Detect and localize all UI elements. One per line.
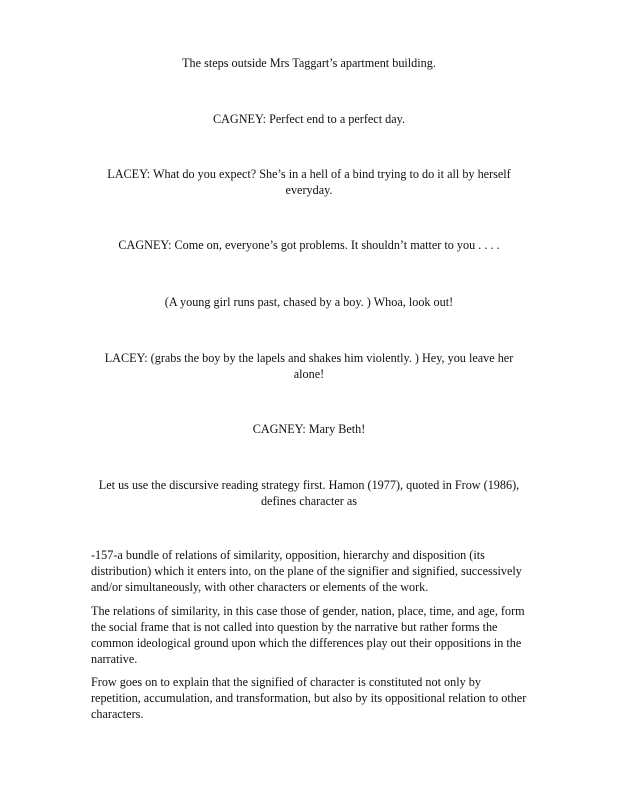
body-paragraph: The relations of similarity, in this case those of gender, nation, place, time, and age, form the social frame that is not called into question by the narrative but rather forms the common ideological ground upon which the differences play out their oppositions in the narrative. — [91, 604, 525, 666]
block-quote: -157-a bundle of relations of similarity, opposition, hierarchy and disposition (its distribution) which it enters into, on the plane of the signifier and signified, successively and/or simultaneously, with other characters or elements of the work. — [91, 548, 522, 594]
body-paragraph: Frow goes on to explain that the signified of character is constituted not only by repetition, accumulation, and transformation, but also by its oppositional relation to other characters. — [91, 675, 527, 721]
dialogue-line: CAGNEY: Come on, everyone’s got problems. It shouldn’t matter to you . . . . — [118, 238, 500, 252]
dialogue-line: LACEY: (grabs the boy by the lapels and shakes him violently. ) Hey, you leave her alone! — [104, 351, 514, 381]
intro-paragraph: Let us use the discursive reading strategy first. Hamon (1977), quoted in Frow (1986), defines character as — [98, 478, 520, 508]
scene-heading: The steps outside Mrs Taggart’s apartment building. — [182, 56, 436, 70]
dialogue-line: CAGNEY: Perfect end to a perfect day. — [213, 112, 405, 126]
stage-direction-line: (A young girl runs past, chased by a boy. ) Whoa, look out! — [164, 295, 454, 309]
dialogue-line: LACEY: What do you expect? She’s in a hell of a bind trying to do it all by herself everyday. — [107, 167, 511, 197]
dialogue-line: CAGNEY: Mary Beth! — [252, 422, 366, 436]
